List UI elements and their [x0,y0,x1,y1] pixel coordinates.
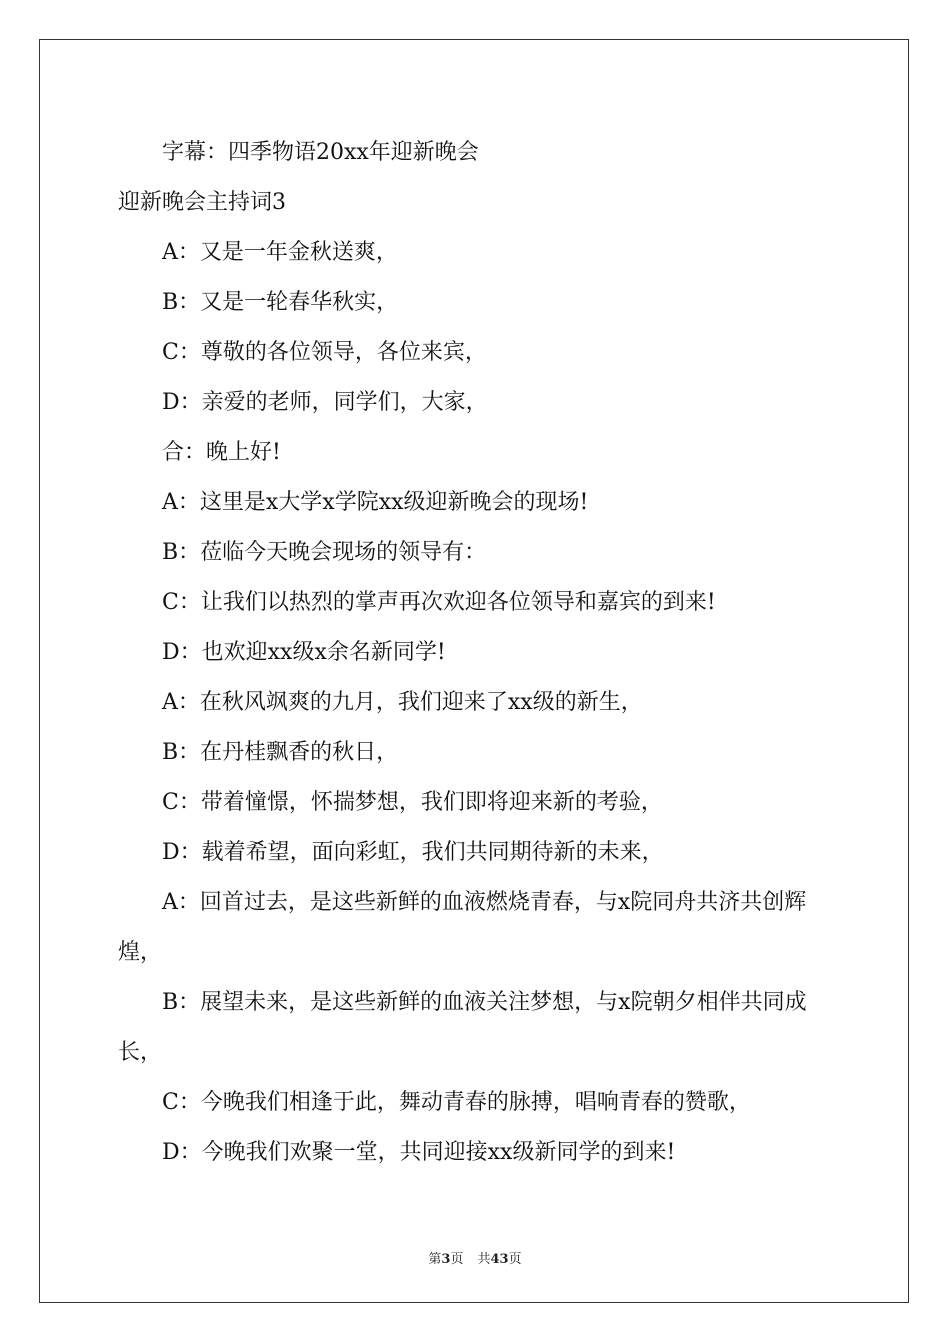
paragraph: C：让我们以热烈的掌声再次欢迎各位领导和嘉宾的到来! [162,590,716,615]
paragraph: A：又是一年金秋送爽， [162,240,398,265]
paragraph: D：亲爱的老师，同学们，大家， [162,390,488,415]
page-number: 3 [441,1252,451,1267]
paragraph: C：带着憧憬，怀揣梦想，我们即将迎来新的考验， [162,790,663,815]
paragraph: D：今晚我们欢聚一堂，共同迎接xx级新同学的到来! [162,1140,676,1165]
page-prefix: 第 [428,1252,442,1267]
total-suffix: 页 [508,1252,522,1267]
paragraph: C：今晚我们相逢于此，舞动青春的脉搏，唱响青春的赞歌， [162,1090,751,1115]
paragraph: B：又是一轮春华秋实， [162,290,399,315]
paragraph: B：展望未来，是这些新鲜的血液关注梦想，与x院朝夕相伴共同成长， [118,990,807,1065]
page-footer [0,1248,950,1267]
page-suffix: 页 [450,1252,464,1267]
paragraph: 字幕：四季物语20xx年迎新晚会 [162,140,479,165]
paragraph: D：载着希望，面向彩虹，我们共同期待新的未来， [162,840,664,865]
total-prefix: 共 [477,1252,491,1267]
paragraph: B：在丹桂飘香的秋日， [162,740,399,765]
paragraph: A：回首过去，是这些新鲜的血液燃烧青春，与x院同舟共济共创辉煌， [118,890,807,965]
paragraph: B：莅临今天晚会现场的领导有： [162,540,487,565]
paragraph: 合：晚上好! [162,440,281,465]
section-heading: 迎新晚会主持词3 [118,190,286,215]
document-body [118,128,838,1178]
paragraph: A：这里是x大学x学院xx级迎新晚会的现场! [162,490,589,515]
total-pages: 43 [490,1252,509,1267]
paragraph: C：尊敬的各位领导，各位来宾， [162,340,487,365]
paragraph: D：也欢迎xx级x余名新同学! [162,640,446,665]
paragraph: A：在秋风飒爽的九月，我们迎来了xx级的新生， [162,690,643,715]
